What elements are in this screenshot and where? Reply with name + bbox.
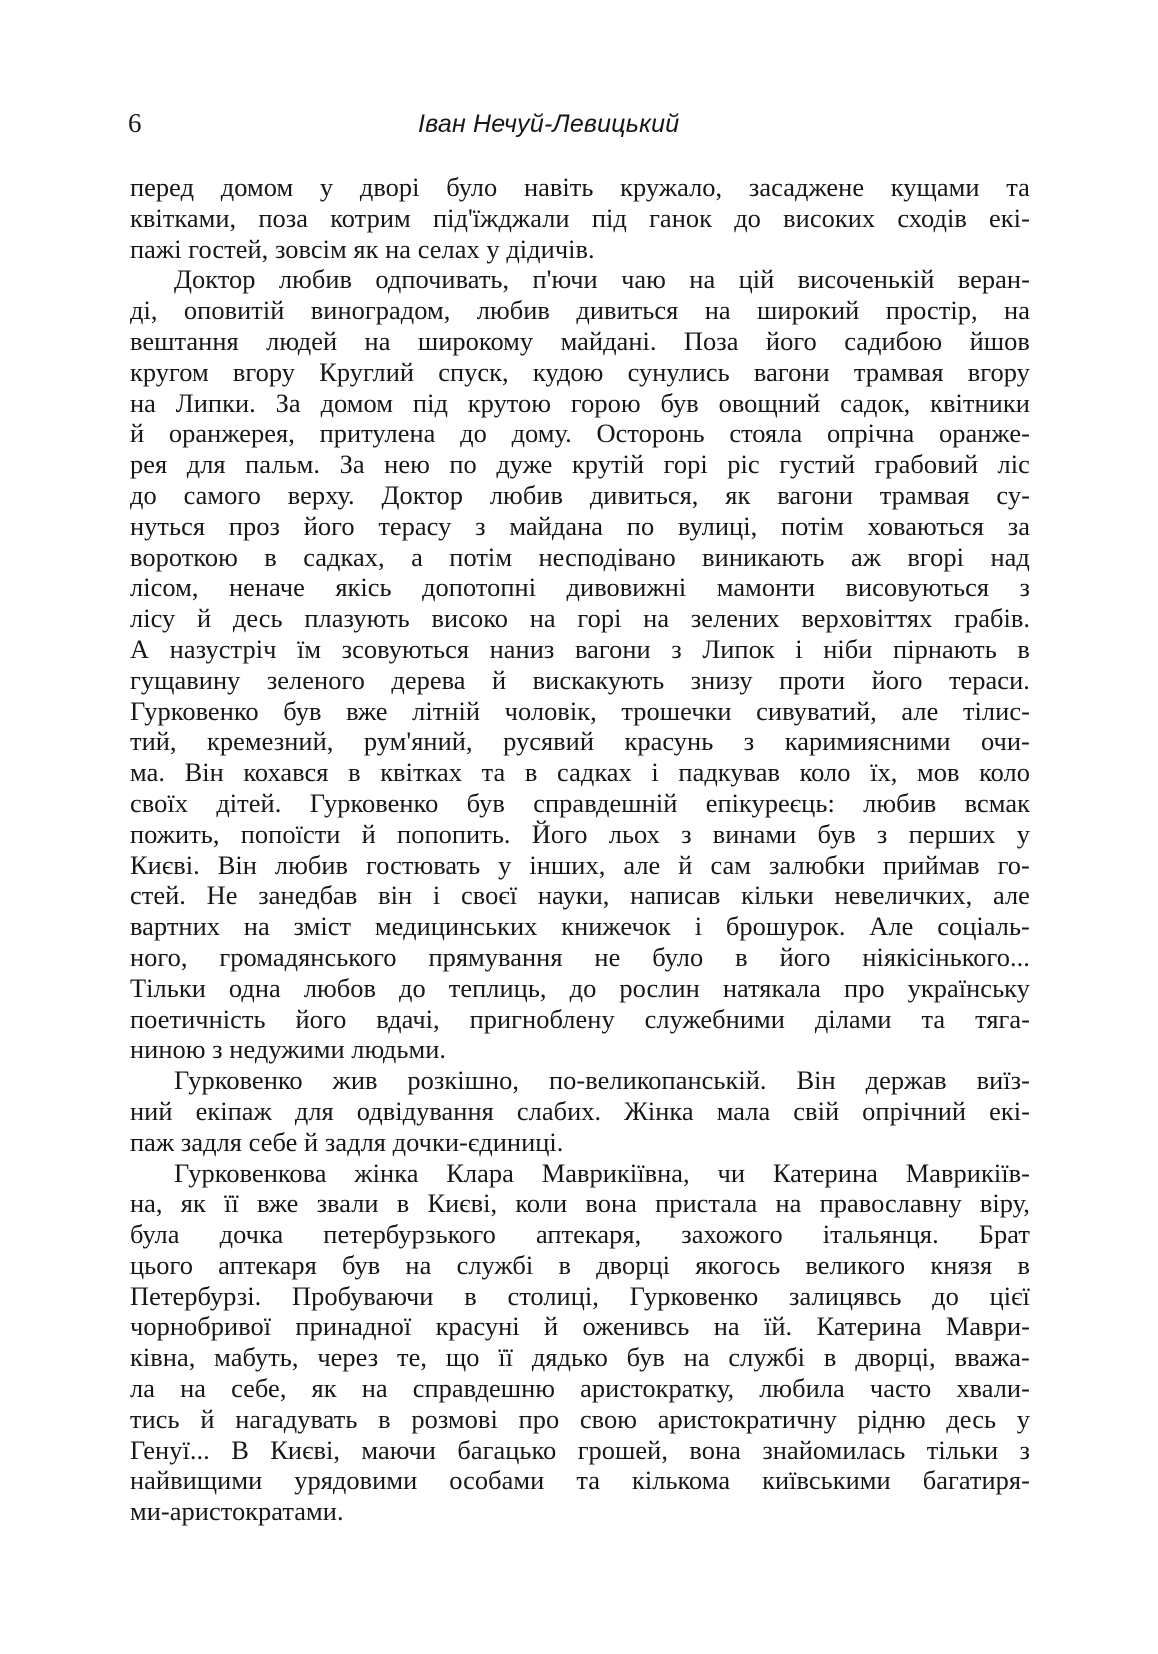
running-title: Іван Нечуй-Левицький <box>418 110 680 138</box>
text-line: Гурковенкова жінка Клара Маврикіївна, чи Катерина Маврикіїв- <box>174 1157 1030 1188</box>
paragraph <box>130 264 1030 1065</box>
text-line: ний екіпаж для одвідування слабих. Жінка мала свій опрічний екі- <box>130 1095 1030 1126</box>
text-line: й оранжерея, притулена до дому. Осторонь стояла опрічна оранже- <box>130 418 1030 449</box>
text-line: ківна, мабуть, через те, що її дядько був на службі в дворці, вважа- <box>130 1342 1030 1373</box>
text-line: Генуї... В Києві, маючи багацько грошей, вона знайомилась тільки з <box>130 1434 1030 1465</box>
text-line: паж задля себе й задля дочки-єдиниці. <box>130 1126 564 1157</box>
text-line: ді, оповитій виноградом, любив дивиться на широкий простір, на <box>130 295 1030 326</box>
text-line: Доктор любив одпочивать, п'ючи чаю на цій височенькій веран- <box>174 264 1030 295</box>
text-line: лісом, неначе якісь допотопні дивовижні мамонти висовуються з <box>130 572 1030 603</box>
text-line: Гурковенко був вже літній чоловік, трошечки сивуватий, але тілис- <box>130 695 1030 726</box>
text-line: чорнобривої принадної красуні й оженивсь на їй. Катерина Маври- <box>130 1311 1030 1342</box>
text-line: стей. Не занедбав він і своєї науки, написав кільки невеличких, але <box>130 880 1030 911</box>
text-line: ла на себе, як на справдешню аристократку, любила часто хвали- <box>130 1373 1030 1404</box>
text-line: на Липки. За домом під крутою горою був овощний садок, квітники <box>130 387 1030 418</box>
text-line: ми-аристократами. <box>130 1496 344 1527</box>
text-line: нуться проз його терасу з майдана по вулиці, потім ховаються за <box>130 510 1030 541</box>
text-line: рея для пальм. За нею по дуже крутій горі ріс густий грабовий ліс <box>130 449 1030 480</box>
running-head <box>128 108 1030 142</box>
text-line: на, як її вже звали в Києві, коли вона пристала на православну віру, <box>130 1188 1030 1219</box>
text-line: була дочка петербурзького аптекаря, захожого італьянця. Брат <box>130 1219 1030 1250</box>
text-line: А назустріч їм зсовуються наниз вагони з Липок і ніби пірнають в <box>130 633 1030 664</box>
paragraph <box>130 1065 1030 1157</box>
text-line: Києві. Він любив гостювать у інших, але й сам залюбки приймав го- <box>130 849 1030 880</box>
page-number: 6 <box>128 108 142 138</box>
text-line: поетичність його вдачі, пригноблену служебними ділами та тяга- <box>130 1003 1030 1034</box>
text-line: ниною з недужими людьми. <box>130 1034 447 1065</box>
text-line: вештання людей на широкому майдані. Поза його садибою йшов <box>130 325 1030 356</box>
text-line: найвищими урядовими особами та кількома київськими багатиря- <box>130 1465 1030 1496</box>
text-line: ного, громадянського прямування не було в його ніякісінького... <box>130 941 1030 972</box>
text-line: перед домом у дворі було навіть кружало, засаджене кущами та <box>130 172 1030 202</box>
text-line: гущавину зеленого дерева й вискакують знизу проти його тераси. <box>130 664 1030 695</box>
text-line: пажі гостей, зовсім як на селах у дідичів. <box>130 233 595 264</box>
text-line: тий, кремезний, рум'яний, русявий красунь з каримиясними очи- <box>130 726 1030 757</box>
text-line: тись й нагадувать в розмові про свою аристократичну рідню десь у <box>130 1403 1030 1434</box>
text-line: лісу й десь плазують високо на горі на зелених верховіттях грабів. <box>130 603 1030 634</box>
text-line: кругом вгору Круглий спуск, кудою сунулись вагони трамвая вгору <box>130 356 1030 387</box>
text-line: вороткою в садках, а потім несподівано виникають аж вгорі над <box>130 541 1030 572</box>
paragraph <box>130 172 1030 264</box>
text-line: пожить, попоїсти й попопить. Його льох з винами був з перших у <box>130 818 1030 849</box>
text-line: Петербурзі. Пробуваючи в столиці, Гурковенко залицявсь до цієї <box>130 1280 1030 1311</box>
text-line: вартних на зміст медицинських книжечок і брошурок. Але соціаль- <box>130 911 1030 942</box>
paragraph <box>130 1158 1030 1528</box>
text-line: до самого верху. Доктор любив дивиться, як вагони трамвая су- <box>130 479 1030 510</box>
text-line: Гурковенко жив розкішно, по-великопанській. Він держав виїз- <box>174 1065 1030 1096</box>
text-line: Тільки одна любов до теплиць, до рослин натякала про українську <box>130 972 1030 1003</box>
text-line: цього аптекаря був на службі в дворці якогось великого князя в <box>130 1249 1030 1280</box>
text-line: своїх дітей. Гурковенко був справдешній епікуреєць: любив всмак <box>130 787 1030 818</box>
body-text-block <box>130 172 1030 1527</box>
text-line: ма. Він кохався в квітках та в садках і падкував коло їх, мов коло <box>130 757 1030 788</box>
text-line: квітками, поза котрим під'їжджали під ганок до високих сходів екі- <box>130 202 1030 233</box>
